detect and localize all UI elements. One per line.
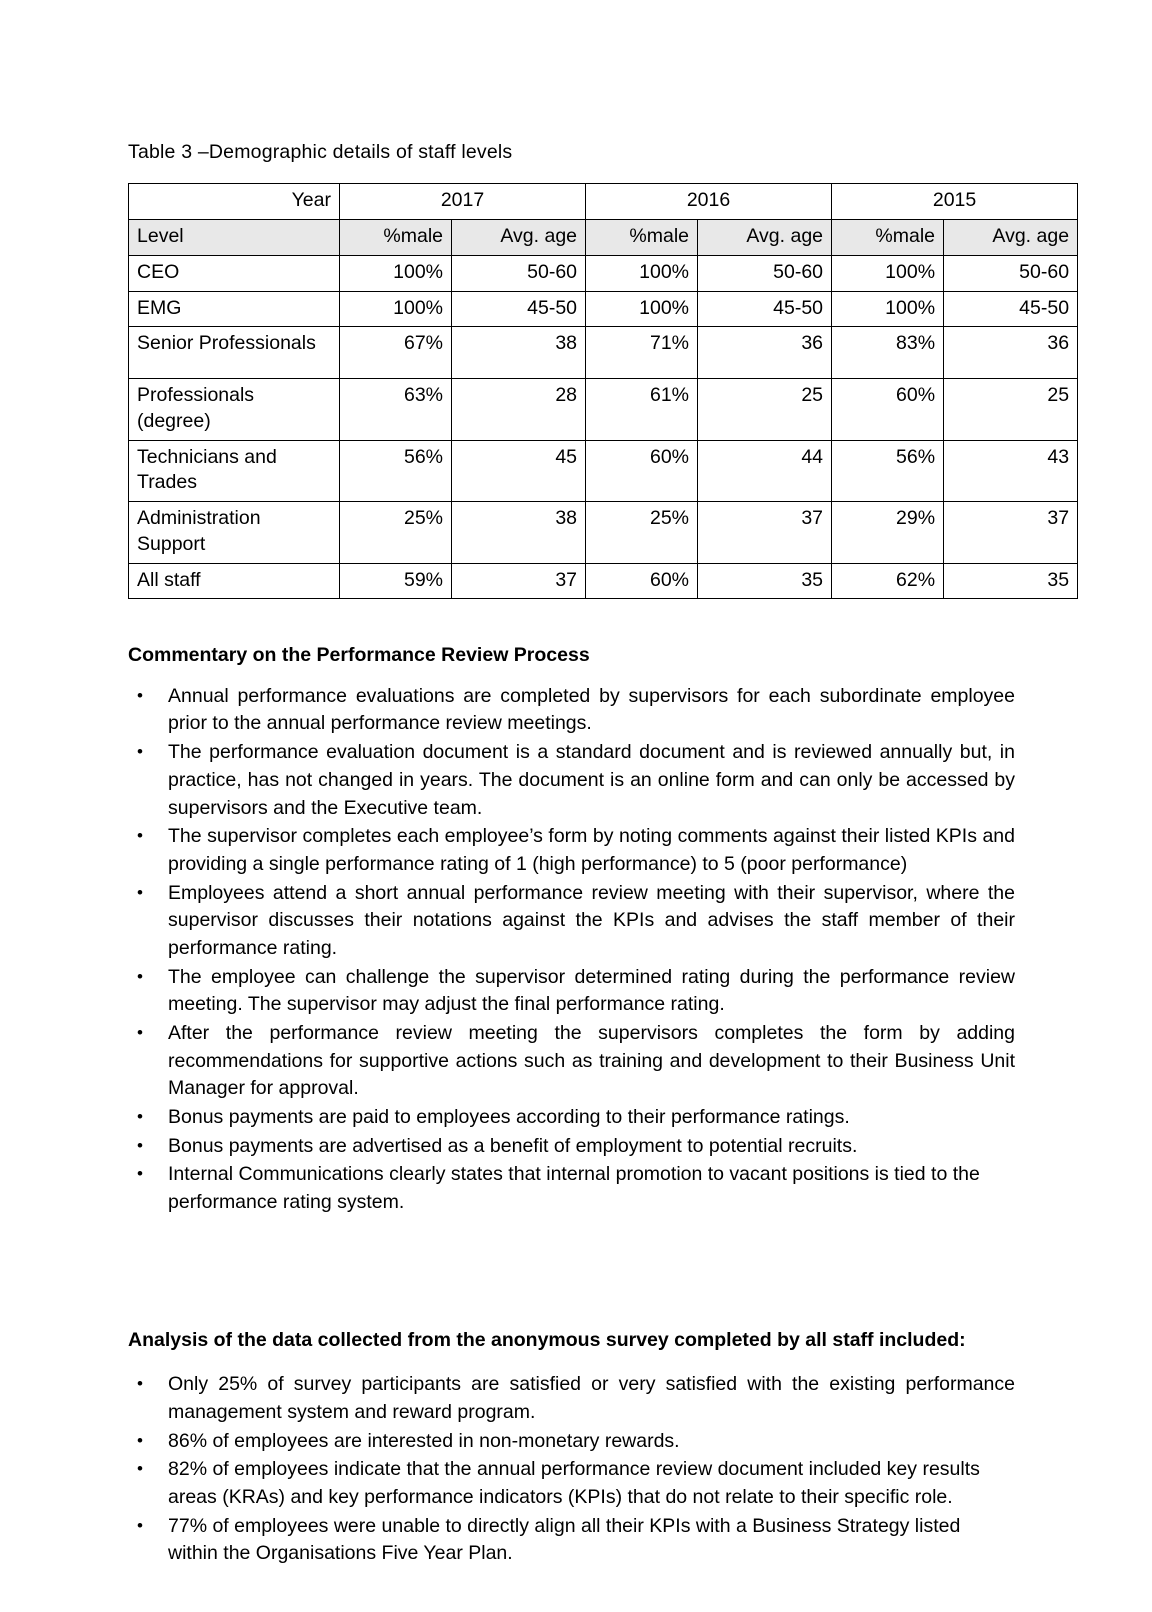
row-cell: 50-60 <box>698 255 832 291</box>
row-cell: 25 <box>944 379 1078 440</box>
row-cell: 100% <box>586 291 698 327</box>
row-level: Technicians and Trades <box>129 440 340 501</box>
row-cell: 50-60 <box>452 255 586 291</box>
row-cell: 29% <box>832 502 944 563</box>
section-spacer <box>128 1218 1015 1264</box>
row-cell: 36 <box>944 327 1078 379</box>
list-item: • Internal Communications clearly states that internal promotion to vacant positions is tied to the performance rating system. <box>128 1161 1015 1216</box>
row-cell: 71% <box>586 327 698 379</box>
row-cell: 100% <box>832 255 944 291</box>
row-cell: 56% <box>340 440 452 501</box>
list-item: • The employee can challenge the supervisor determined rating during the performance review meeting. The supervisor may adjust the final performance rating. <box>128 964 1015 1019</box>
table-header-sub-row <box>129 220 1078 256</box>
row-cell: 100% <box>832 291 944 327</box>
list-item: • Bonus payments are advertised as a benefit of employment to potential recruits. <box>128 1133 1015 1161</box>
row-level: Administration Support <box>129 502 340 563</box>
row-cell: 25 <box>698 379 832 440</box>
table-row <box>129 502 1078 563</box>
list-item: • Only 25% of survey participants are satisfied or very satisfied with the existing performance management system and reward program. <box>128 1371 1015 1426</box>
row-cell: 56% <box>832 440 944 501</box>
header-avg-age-2016: Avg. age <box>698 220 832 256</box>
list-item: • 86% of employees are interested in non-monetary rewards. <box>128 1428 1015 1456</box>
row-cell: 43 <box>944 440 1078 501</box>
demographic-table <box>128 183 1078 599</box>
table-header-year-row <box>129 184 1078 220</box>
row-cell: 28 <box>452 379 586 440</box>
row-cell: 25% <box>340 502 452 563</box>
row-cell: 45-50 <box>698 291 832 327</box>
table-row <box>129 327 1078 379</box>
list-item: • The supervisor completes each employee’s form by noting comments against their listed KPIs and providing a single performance rating of 1 (high performance) to 5 (poor performance) <box>128 823 1015 878</box>
row-cell: 37 <box>698 502 832 563</box>
list-item: • The performance evaluation document is a standard document and is reviewed annually but, in practice, has not changed in years. The document is an online form and can only be accessed by supervisors and the Executive team. <box>128 739 1015 822</box>
analysis-heading: Analysis of the data collected from the anonymous survey completed by all staff included: <box>128 1328 966 1351</box>
table-row <box>129 440 1078 501</box>
table-row <box>129 563 1078 599</box>
row-cell: 60% <box>832 379 944 440</box>
commentary-bullet-list <box>128 683 1015 1217</box>
list-item: • 77% of employees were unable to directly align all their KPIs with a Business Strategy listed within the Organisations Five Year Plan. <box>128 1513 1015 1568</box>
row-cell: 35 <box>698 563 832 599</box>
row-cell: 63% <box>340 379 452 440</box>
row-cell: 60% <box>586 563 698 599</box>
list-item: • Annual performance evaluations are completed by supervisors for each subordinate employee prior to the annual performance review meetings. <box>128 683 1015 738</box>
header-pct-male-2016: %male <box>586 220 698 256</box>
row-cell: 44 <box>698 440 832 501</box>
header-avg-age-2017: Avg. age <box>452 220 586 256</box>
header-pct-male-2017: %male <box>340 220 452 256</box>
row-level: Senior Professionals <box>129 327 340 379</box>
row-cell: 100% <box>586 255 698 291</box>
row-cell: 50-60 <box>944 255 1078 291</box>
row-cell: 45 <box>452 440 586 501</box>
row-cell: 67% <box>340 327 452 379</box>
table-row <box>129 255 1078 291</box>
row-cell: 38 <box>452 327 586 379</box>
list-item: • After the performance review meeting the supervisors completes the form by adding recommendations for supportive actions such as training and development to their Business Unit Manager for approval. <box>128 1020 1015 1103</box>
table-row <box>129 291 1078 327</box>
row-cell: 100% <box>340 255 452 291</box>
row-cell: 59% <box>340 563 452 599</box>
row-cell: 83% <box>832 327 944 379</box>
table-caption: Table 3 –Demographic details of staff levels <box>128 141 513 163</box>
row-cell: 36 <box>698 327 832 379</box>
list-item: • Bonus payments are paid to employees according to their performance ratings. <box>128 1104 1015 1132</box>
row-cell: 37 <box>944 502 1078 563</box>
header-year-2015: 2015 <box>832 184 1078 220</box>
analysis-bullet-list <box>128 1371 1015 1568</box>
row-level: CEO <box>129 255 340 291</box>
header-pct-male-2015: %male <box>832 220 944 256</box>
row-cell: 100% <box>340 291 452 327</box>
header-year-2017: 2017 <box>340 184 586 220</box>
page-content <box>128 140 1070 1568</box>
row-level: EMG <box>129 291 340 327</box>
row-cell: 38 <box>452 502 586 563</box>
row-cell: 37 <box>452 563 586 599</box>
header-year-2016: 2016 <box>586 184 832 220</box>
list-item: • 82% of employees indicate that the annual performance review document included key results areas (KRAs) and key performance indicators (KPIs) that do not relate to their specific role. <box>128 1456 1015 1511</box>
table-body <box>129 184 1078 599</box>
row-cell: 45-50 <box>452 291 586 327</box>
row-cell: 60% <box>586 440 698 501</box>
row-cell: 61% <box>586 379 698 440</box>
header-level-label: Level <box>129 220 340 256</box>
row-level: All staff <box>129 563 340 599</box>
row-cell: 25% <box>586 502 698 563</box>
row-cell: 62% <box>832 563 944 599</box>
row-cell: 35 <box>944 563 1078 599</box>
row-cell: 45-50 <box>944 291 1078 327</box>
commentary-heading: Commentary on the Performance Review Process <box>128 644 590 667</box>
list-item: • Employees attend a short annual performance review meeting with their supervisor, where the supervisor discusses their notations against the KPIs and advises the staff member of their performance rating. <box>128 880 1015 963</box>
header-avg-age-2015: Avg. age <box>944 220 1078 256</box>
header-year-label: Year <box>129 184 340 220</box>
row-level: Professionals (degree) <box>129 379 340 440</box>
table-row <box>129 379 1078 440</box>
